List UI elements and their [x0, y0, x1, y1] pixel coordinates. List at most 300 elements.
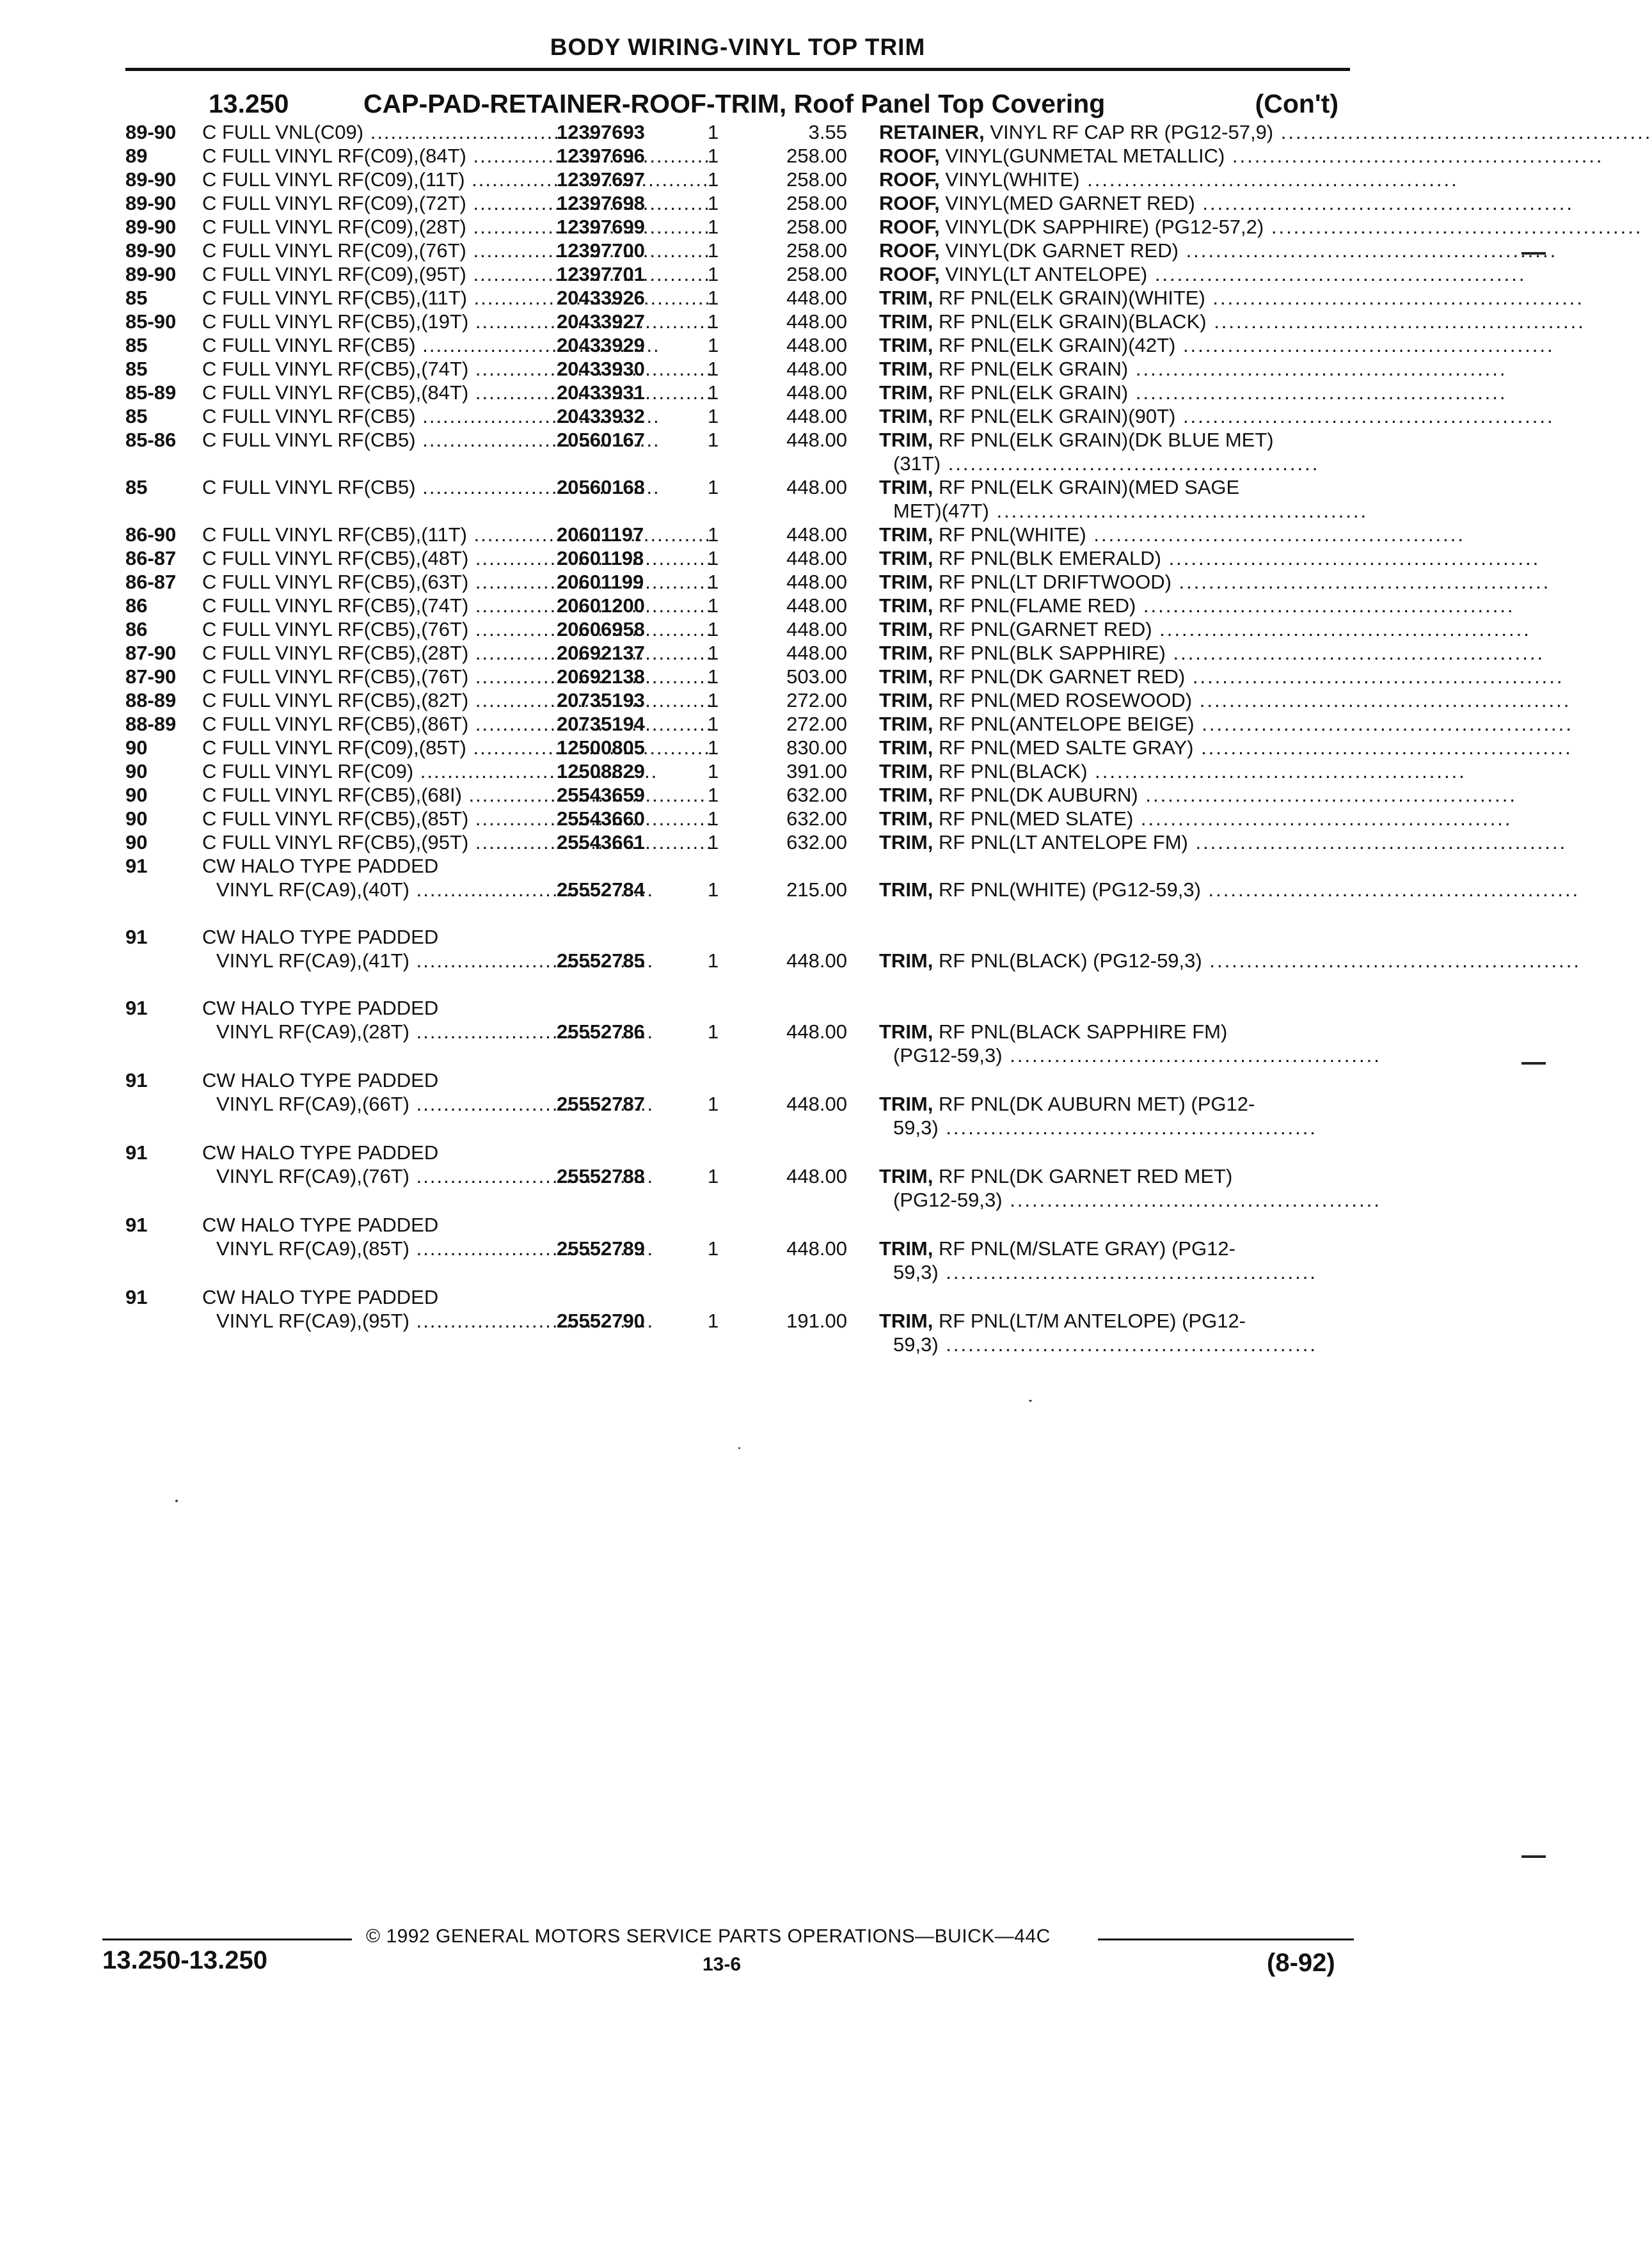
part-description	[202, 239, 548, 262]
item-kind: TRIM,	[879, 287, 933, 309]
description-line	[879, 239, 1350, 262]
part-number: 25552788	[557, 1165, 645, 1187]
replacement-description	[879, 807, 1350, 830]
replacement-description	[879, 594, 1350, 617]
item-detail: RF PNL(BLACK SAPPHIRE FM)	[933, 1020, 1228, 1043]
description-text: VINYL RF(CA9),(41T) .....	[216, 949, 654, 972]
item-detail: RF PNL(ELK GRAIN)(MED SAGE	[933, 476, 1240, 498]
description-line-1: CW HALO TYPE PADDED	[202, 1069, 439, 1091]
part-number: 20601197	[557, 523, 644, 546]
price: 191.00	[786, 1310, 847, 1332]
table-row	[0, 310, 1617, 333]
quantity: 1	[708, 807, 719, 830]
item-kind: ROOF,	[879, 216, 940, 238]
table-row	[0, 286, 1617, 310]
description-line	[879, 191, 1350, 215]
item-detail: RF PNL(GARNET RED)	[933, 618, 1152, 640]
table-row	[0, 712, 1617, 736]
item-detail: (31T)	[893, 452, 941, 475]
quantity: 1	[708, 145, 719, 167]
table-row	[0, 168, 1617, 191]
quantity: 1	[708, 310, 719, 333]
description-text: C FULL VINYL RF(CB5),(11T) .....	[202, 523, 711, 546]
description-text: C FULL VINYL RF(CB5),(86T) .....	[202, 713, 713, 735]
quantity: 1	[708, 263, 719, 285]
description-text: C FULL VINYL RF(CB5),(28T) .....	[202, 642, 713, 664]
model-years: 90	[125, 760, 148, 782]
description-text: C FULL VINYL RF(CB5),(76T) .....	[202, 665, 713, 688]
replacement-description	[879, 949, 1350, 972]
quantity: 1	[708, 239, 719, 262]
margin-mark	[1521, 1062, 1546, 1065]
part-description	[202, 168, 548, 191]
item-detail: RF PNL(WHITE)	[933, 523, 1086, 546]
model-years: 91	[125, 1069, 148, 1091]
price: 448.00	[786, 1165, 847, 1187]
replacement-description	[879, 1092, 1350, 1139]
table-row	[0, 783, 1617, 807]
model-years: 89-90	[125, 192, 177, 214]
part-description	[202, 381, 548, 404]
description-line	[879, 404, 1350, 428]
model-years: 89	[125, 145, 148, 167]
model-years: 88-89	[125, 689, 177, 711]
description-line	[879, 1188, 1350, 1212]
description-text: C FULL VINYL RF(CB5),(19T) .....	[202, 310, 713, 333]
model-years: 91	[125, 1214, 148, 1236]
part-number: 20433932	[557, 405, 645, 427]
item-kind: TRIM,	[879, 665, 933, 688]
replacement-description	[879, 570, 1350, 594]
part-description	[202, 617, 548, 641]
description-text: C FULL VINYL RF(CB5),(84T) .....	[202, 381, 713, 404]
table-row	[0, 570, 1617, 594]
item-kind: ROOF,	[879, 168, 940, 191]
description-line	[879, 830, 1350, 854]
description-line	[879, 1164, 1350, 1188]
price: 448.00	[786, 642, 847, 664]
replacement-description	[879, 168, 1350, 191]
description-line	[879, 381, 1350, 404]
item-detail: RF PNL(LT/M ANTELOPE) (PG12-	[933, 1310, 1246, 1332]
item-detail: MET)(47T)	[893, 500, 989, 522]
part-description	[202, 688, 548, 712]
part-description	[202, 1213, 548, 1260]
part-description	[202, 546, 548, 570]
part-description	[202, 712, 548, 736]
item-kind: TRIM,	[879, 523, 933, 546]
replacement-description	[879, 641, 1350, 665]
replacement-description	[879, 310, 1350, 333]
item-detail: 59,3)	[893, 1333, 939, 1356]
item-detail: VINYL(DK SAPPHIRE) (PG12-57,2)	[939, 216, 1264, 238]
description-line	[879, 688, 1350, 712]
part-number: 25552785	[557, 949, 645, 972]
item-kind: TRIM,	[879, 760, 933, 782]
part-number: 20433929	[557, 334, 645, 356]
quantity: 1	[708, 760, 719, 782]
model-years: 91	[125, 1141, 148, 1164]
table-row	[0, 546, 1617, 570]
model-years: 90	[125, 784, 148, 806]
model-years: 90	[125, 831, 148, 853]
price: 448.00	[786, 310, 847, 333]
item-kind: TRIM,	[879, 831, 933, 853]
part-number: 20560167	[557, 429, 645, 451]
replacement-description	[879, 404, 1350, 428]
replacement-description	[879, 239, 1350, 262]
table-row	[0, 120, 1617, 144]
description-line	[879, 428, 1350, 452]
item-detail: VINYL(DK GARNET RED)	[939, 239, 1179, 262]
description-text: C FULL VINYL RF(CB5),(11T) .....	[202, 287, 711, 309]
part-number: 25543660	[557, 807, 645, 830]
price: 3.55	[808, 121, 847, 143]
table-row	[0, 1068, 1617, 1141]
model-years: 91	[125, 855, 148, 877]
part-description	[202, 428, 548, 452]
replacement-description	[879, 665, 1350, 688]
price: 258.00	[786, 192, 847, 214]
price: 448.00	[786, 523, 847, 546]
replacement-description	[879, 712, 1350, 736]
description-line	[879, 215, 1350, 239]
quantity: 1	[708, 192, 719, 214]
table-row	[0, 925, 1617, 996]
description-text: C FULL VINYL RF(CB5) .....	[202, 476, 660, 498]
item-detail: RF PNL(ELK GRAIN)(BLACK)	[933, 310, 1207, 333]
page-title: BODY WIRING-VINYL TOP TRIM	[550, 34, 926, 60]
model-years: 86-87	[125, 571, 177, 593]
item-kind: TRIM,	[879, 807, 933, 830]
description-line	[879, 736, 1350, 759]
model-years: 85	[125, 287, 148, 309]
item-detail: RF PNL(DK GARNET RED MET)	[933, 1165, 1233, 1187]
description-line	[879, 546, 1350, 570]
part-description	[202, 286, 548, 310]
quantity: 1	[708, 381, 719, 404]
replacement-description	[879, 475, 1350, 523]
description-text: C FULL VINYL RF(CB5) .....	[202, 405, 660, 427]
part-number: 12397701	[557, 263, 645, 285]
description-text: C FULL VINYL RF(C09),(11T) .....	[202, 168, 710, 191]
description-text: C FULL VINYL RF(CB5),(85T) .....	[202, 807, 713, 830]
quantity: 1	[708, 784, 719, 806]
item-kind: TRIM,	[879, 405, 933, 427]
description-text: C FULL VINYL RF(CB5),(82T) .....	[202, 689, 713, 711]
item-detail: RF PNL(DK AUBURN)	[933, 784, 1138, 806]
description-line	[879, 1237, 1350, 1260]
description-line	[879, 1092, 1350, 1116]
item-detail: 59,3)	[893, 1116, 939, 1139]
description-line	[879, 807, 1350, 830]
table-row	[0, 404, 1617, 428]
description-line	[879, 949, 1350, 972]
model-years: 90	[125, 736, 148, 759]
scan-speck	[738, 1447, 740, 1449]
table-row	[0, 144, 1617, 168]
table-row	[0, 191, 1617, 215]
description-line	[879, 523, 1350, 546]
price: 258.00	[786, 145, 847, 167]
price: 448.00	[786, 1237, 847, 1260]
part-description	[202, 333, 548, 357]
description-text: C FULL VINYL RF(CB5),(68I) .....	[202, 784, 706, 806]
description-line	[879, 1333, 1350, 1356]
item-detail: RF PNL(BLACK)	[933, 760, 1088, 782]
table-row	[0, 239, 1617, 262]
replacement-description	[879, 830, 1350, 854]
model-years: 91	[125, 997, 148, 1019]
price: 258.00	[786, 239, 847, 262]
description-line-1: CW HALO TYPE PADDED	[202, 1141, 439, 1164]
quantity: 1	[708, 831, 719, 853]
replacement-description	[879, 120, 1350, 144]
replacement-description	[879, 546, 1350, 570]
part-description	[202, 523, 548, 546]
table-row	[0, 357, 1617, 381]
item-detail: 59,3)	[893, 1261, 939, 1283]
description-text: C FULL VINYL RF(CB5),(95T) .....	[202, 831, 713, 853]
part-description	[202, 262, 548, 286]
quantity: 1	[708, 523, 719, 546]
item-kind: RETAINER,	[879, 121, 985, 143]
table-row	[0, 736, 1617, 759]
part-number: 20601199	[557, 571, 644, 593]
item-detail: VINYL RF CAP RR (PG12-57,9)	[984, 121, 1274, 143]
table-row	[0, 215, 1617, 239]
description-text: VINYL RF(CA9),(66T) .....	[216, 1093, 654, 1115]
model-years: 89-90	[125, 239, 177, 262]
price: 448.00	[786, 1020, 847, 1043]
price: 830.00	[786, 736, 847, 759]
description-text: C FULL VINYL RF(CB5) .....	[202, 334, 660, 356]
item-kind: TRIM,	[879, 713, 933, 735]
part-description	[202, 191, 548, 215]
table-row	[0, 262, 1617, 286]
quantity: 1	[708, 878, 719, 901]
footer-section-range: 13.250-13.250	[102, 1946, 268, 1974]
table-row	[0, 617, 1617, 641]
item-kind: TRIM,	[879, 1020, 933, 1043]
item-detail: VINYL(LT ANTELOPE)	[939, 263, 1148, 285]
description-line-1: CW HALO TYPE PADDED	[202, 997, 439, 1019]
description-line	[879, 617, 1350, 641]
replacement-description	[879, 1020, 1350, 1067]
replacement-description	[879, 191, 1350, 215]
item-detail: RF PNL(LT DRIFTWOOD)	[933, 571, 1171, 593]
model-years: 86	[125, 618, 148, 640]
part-description	[202, 641, 548, 665]
part-number: 20735194	[557, 713, 645, 735]
replacement-description	[879, 428, 1350, 475]
quantity: 1	[708, 1093, 719, 1115]
price: 258.00	[786, 263, 847, 285]
table-row	[0, 854, 1617, 925]
part-description	[202, 830, 548, 854]
price: 632.00	[786, 807, 847, 830]
description-line	[879, 1116, 1350, 1139]
description-line	[879, 452, 1350, 475]
quantity: 1	[708, 358, 719, 380]
part-number: 12397697	[557, 168, 645, 191]
item-detail: RF PNL(MED ROSEWOOD)	[933, 689, 1193, 711]
part-number: 20601198	[557, 547, 644, 569]
price: 448.00	[786, 381, 847, 404]
model-years: 86	[125, 594, 148, 617]
margin-mark	[1521, 252, 1546, 255]
replacement-description	[879, 286, 1350, 310]
replacement-description	[879, 523, 1350, 546]
part-number: 25552787	[557, 1093, 645, 1115]
description-text: C FULL VINYL RF(C09),(85T) .....	[202, 736, 711, 759]
item-detail: VINYL(WHITE)	[939, 168, 1080, 191]
quantity: 1	[708, 571, 719, 593]
section-continued: (Con't)	[1255, 89, 1338, 118]
description-line-1: CW HALO TYPE PADDED	[202, 1214, 439, 1236]
part-description	[202, 404, 548, 428]
table-row	[0, 1141, 1617, 1213]
item-detail: RF PNL(M/SLATE GRAY) (PG12-	[933, 1237, 1235, 1260]
price: 448.00	[786, 949, 847, 972]
part-description	[202, 854, 548, 901]
price: 391.00	[786, 760, 847, 782]
table-row	[0, 830, 1617, 854]
price: 448.00	[786, 547, 847, 569]
part-number: 20433927	[557, 310, 645, 333]
part-number: 12397693	[557, 121, 645, 143]
part-number: 25552784	[557, 878, 645, 901]
replacement-description	[879, 688, 1350, 712]
description-line-1: CW HALO TYPE PADDED	[202, 855, 439, 877]
model-years: 86-87	[125, 547, 177, 569]
description-text: C FULL VINYL RF(CB5),(63T) .....	[202, 571, 713, 593]
part-number: 25552789	[557, 1237, 645, 1260]
description-line	[879, 570, 1350, 594]
table-row	[0, 1285, 1617, 1358]
quantity: 1	[708, 287, 719, 309]
table-row	[0, 475, 1617, 523]
part-description	[202, 665, 548, 688]
table-row	[0, 665, 1617, 688]
item-kind: TRIM,	[879, 689, 933, 711]
description-line	[879, 665, 1350, 688]
replacement-description	[879, 1164, 1350, 1212]
footer-rule-left	[102, 1939, 352, 1940]
description-line	[879, 475, 1350, 499]
model-years: 89-90	[125, 168, 177, 191]
price: 448.00	[786, 405, 847, 427]
price: 258.00	[786, 216, 847, 238]
replacement-description	[879, 1309, 1350, 1356]
model-years: 86-90	[125, 523, 177, 546]
model-years: 87-90	[125, 642, 177, 664]
item-detail: RF PNL(BLK SAPPHIRE)	[933, 642, 1166, 664]
part-number: 20606958	[557, 618, 645, 640]
quantity: 1	[708, 216, 719, 238]
quantity: 1	[708, 736, 719, 759]
item-detail: RF PNL(ELK GRAIN)(DK BLUE MET)	[933, 429, 1274, 451]
quantity: 1	[708, 1310, 719, 1332]
price: 272.00	[786, 689, 847, 711]
item-kind: TRIM,	[879, 429, 933, 451]
table-row	[0, 333, 1617, 357]
item-kind: TRIM,	[879, 1093, 933, 1115]
item-kind: TRIM,	[879, 547, 933, 569]
price: 258.00	[786, 168, 847, 191]
replacement-description	[879, 878, 1350, 901]
part-description	[202, 475, 548, 499]
part-description	[202, 759, 548, 783]
model-years: 85-89	[125, 381, 177, 404]
item-kind: TRIM,	[879, 618, 933, 640]
description-text: VINYL RF(CA9),(40T) .....	[216, 878, 654, 901]
description-line	[879, 783, 1350, 807]
description-line	[879, 262, 1350, 286]
footer-date: (8-92)	[1267, 1949, 1335, 1977]
item-kind: TRIM,	[879, 1165, 933, 1187]
quantity: 1	[708, 1237, 719, 1260]
model-years: 88-89	[125, 713, 177, 735]
item-detail: RF PNL(ANTELOPE BEIGE)	[933, 713, 1195, 735]
item-detail: RF PNL(ELK GRAIN)(WHITE)	[933, 287, 1205, 309]
quantity: 1	[708, 689, 719, 711]
description-line	[879, 168, 1350, 191]
quantity: 1	[708, 121, 719, 143]
item-kind: ROOF,	[879, 145, 940, 167]
price: 448.00	[786, 476, 847, 498]
item-kind: TRIM,	[879, 1310, 933, 1332]
quantity: 1	[708, 1165, 719, 1187]
table-row	[0, 759, 1617, 783]
replacement-description	[879, 262, 1350, 286]
model-years: 85	[125, 405, 148, 427]
page-header	[125, 31, 1350, 71]
part-number: 20560168	[557, 476, 645, 498]
price: 448.00	[786, 287, 847, 309]
part-number: 20433930	[557, 358, 645, 380]
replacement-description	[879, 333, 1350, 357]
price: 448.00	[786, 571, 847, 593]
table-row	[0, 1213, 1617, 1285]
item-kind: ROOF,	[879, 263, 940, 285]
item-detail: VINYL(GUNMETAL METALLIC)	[939, 145, 1225, 167]
item-detail: RF PNL(LT ANTELOPE FM)	[933, 831, 1188, 853]
quantity: 1	[708, 334, 719, 356]
description-line-1: CW HALO TYPE PADDED	[202, 926, 439, 948]
quantity: 1	[708, 642, 719, 664]
replacement-description	[879, 1237, 1350, 1284]
description-text: C FULL VNL(C09) .....	[202, 121, 608, 143]
quantity: 1	[708, 405, 719, 427]
part-description	[202, 570, 548, 594]
model-years: 89-90	[125, 121, 177, 143]
item-detail: RF PNL(ELK GRAIN)(42T)	[933, 334, 1176, 356]
part-number: 20433926	[557, 287, 645, 309]
model-years: 91	[125, 926, 148, 948]
description-text: C FULL VINYL RF(CB5),(76T) .....	[202, 618, 713, 640]
item-detail: VINYL(MED GARNET RED)	[939, 192, 1195, 214]
table-row	[0, 523, 1617, 546]
model-years: 85	[125, 358, 148, 380]
item-detail: RF PNL(MED SALTE GRAY)	[933, 736, 1194, 759]
part-number: 25543661	[557, 831, 645, 853]
quantity: 1	[708, 168, 719, 191]
part-description	[202, 357, 548, 381]
description-line	[879, 759, 1350, 783]
replacement-description	[879, 736, 1350, 759]
description-text: C FULL VINYL RF(CB5),(74T) .....	[202, 358, 713, 380]
